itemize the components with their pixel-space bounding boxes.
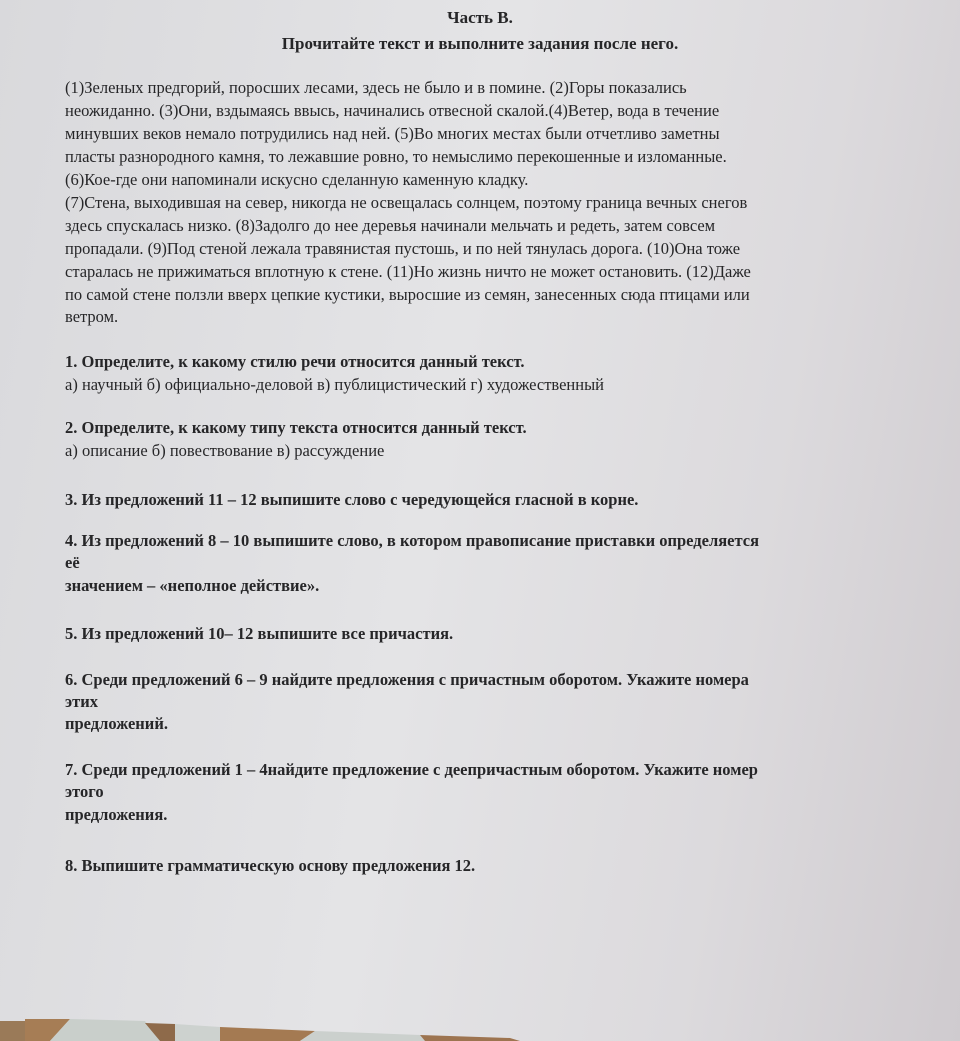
text-line: пропадали. (9)Под стеной лежала травянистая пустошь, и по ней тянулась дорога. (10)Она тоже	[65, 239, 741, 258]
question-1: 1. Определите, к какому стилю речи относится данный текст.	[65, 352, 525, 371]
question-2-options: а) описание б) повествование в) рассуждение	[65, 441, 385, 460]
question-7: 7. Среди предложений 1 – 4найдите предложение с деепричастным оборотом. Укажите номер	[65, 760, 758, 779]
question-3: 3. Из предложений 11 – 12 выпишите слово с чередующейся гласной в корне.	[65, 490, 639, 509]
text-line: пласты разнородного камня, то лежавшие ровно, то немыслимо перекошенные и изломанные.	[65, 147, 727, 166]
text-line: неожиданно. (3)Они, вздымаясь ввысь, начинались отвесной скалой.(4)Ветер, вода в течение	[65, 101, 720, 120]
text-line: (6)Кое-где они напоминали искусно сделанную каменную кладку.	[65, 170, 529, 189]
question-8: 8. Выпишите грамматическую основу предложения 12.	[65, 856, 476, 875]
question-5: 5. Из предложений 10– 12 выпишите все причастия.	[65, 624, 454, 643]
floor-patch	[175, 1024, 220, 1041]
question-6-cont: этих	[65, 692, 98, 711]
background-floor	[0, 1001, 960, 1041]
question-7-cont: предложения.	[65, 805, 168, 824]
question-7-cont: этого	[65, 782, 104, 801]
text-line: старалась не прижиматься вплотную к стене. (11)Но жизнь ничто не может остановить. (12)Даже	[65, 262, 751, 281]
question-6-cont: предложений.	[65, 714, 168, 733]
question-6: 6. Среди предложений 6 – 9 найдите предложения с причастным оборотом. Укажите номера	[65, 670, 749, 689]
text-line: по самой стене ползли вверх цепкие кустики, выросшие из семян, занесенных сюда птицами или	[65, 285, 750, 304]
text-line: здесь спускалась низко. (8)Задолго до нее деревья начинали мельчать и редеть, затем совсем	[65, 216, 716, 235]
instruction-heading: Прочитайте текст и выполните задания после него.	[281, 34, 679, 53]
question-4-cont: значением – «неполное действие».	[65, 576, 320, 595]
part-title: Часть В.	[447, 8, 513, 27]
floor-patch	[300, 1031, 425, 1041]
floor-patch	[420, 1035, 520, 1041]
text-line: минувших веков немало потрудились над ней. (5)Во многих местах были отчетливо заметны	[65, 124, 720, 143]
question-1-options: а) научный б) официально-деловой в) публицистический г) художественный	[65, 375, 605, 394]
text-line: ветром.	[65, 307, 119, 326]
text-line: (7)Стена, выходившая на север, никогда не освещалась солнцем, поэтому граница вечных снегов	[65, 193, 748, 212]
text-line: (1)Зеленых предгорий, поросших лесами, здесь не было и в помине. (2)Горы показались	[65, 78, 687, 97]
question-4: 4. Из предложений 8 – 10 выпишите слово, в котором правописание приставки определяется	[65, 531, 760, 550]
question-4-cont: её	[65, 553, 80, 572]
floor-patch	[220, 1027, 315, 1041]
question-2: 2. Определите, к какому типу текста относится данный текст.	[65, 418, 527, 437]
